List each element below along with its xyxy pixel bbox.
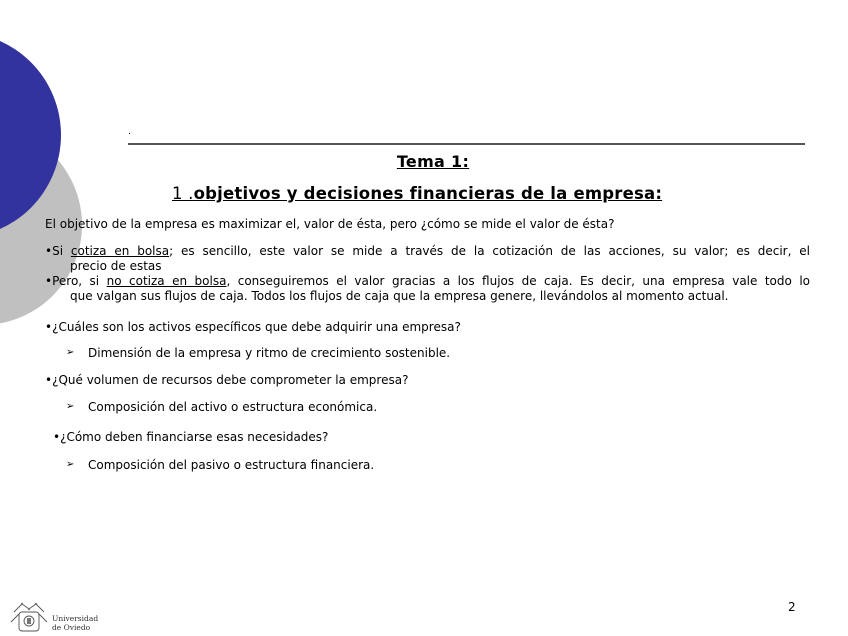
page-number: 2 <box>788 600 796 614</box>
university-name-line-2: de Oviedo <box>52 623 91 632</box>
bullet-no-cotiza-text-1: , conseguiremos el valor gracias a los flujos de caja. Es decir, una empresa vale todo lo <box>226 274 810 288</box>
header-rule <box>128 143 805 145</box>
slide-subtitle <box>172 184 662 203</box>
bullet-no-cotiza <box>45 274 810 304</box>
university-seal-icon <box>8 600 50 634</box>
bullet-no-cotiza-text-2: que valgan sus flujos de caja. Todos los flujos de caja que la empresa genere, llevándolos al momento actual. <box>70 289 729 303</box>
intro-text: El objetivo de la empresa es maximizar el, valor de ésta, pero ¿cómo se mide el valor de ésta? <box>45 217 615 231</box>
arrow-bullet-icon: ➢ <box>66 347 75 358</box>
answer-2: Composición del activo o estructura económica. <box>88 400 378 414</box>
cotiza-en-bolsa-term: cotiza en bolsa <box>70 244 170 258</box>
bullet-cotiza <box>45 244 810 274</box>
slide-title: Tema 1: <box>396 152 470 171</box>
bullet-cotiza-text-1: ; es sencillo, este valor se mide a través de la cotización de las acciones, su valor; es decir, el <box>169 244 810 258</box>
bullet-no-cotiza-prefix: •Pero, si <box>45 274 107 288</box>
question-3: •¿Cómo deben financiarse esas necesidades? <box>53 430 329 444</box>
bullet-cotiza-text-2: precio de estas <box>70 259 162 273</box>
subtitle-number: 1 . <box>172 184 194 203</box>
header-dot: . <box>128 126 132 137</box>
university-name-line-1: Universidad <box>52 614 99 623</box>
question-2: •¿Qué volumen de recursos debe comprometer la empresa? <box>45 373 409 387</box>
answer-3: Composición del pasivo o estructura financiera. <box>88 458 375 472</box>
no-cotiza-en-bolsa-term: no cotiza en bolsa <box>106 274 227 288</box>
question-1: •¿Cuáles son los activos específicos que debe adquirir una empresa? <box>45 320 461 334</box>
arrow-bullet-icon: ➢ <box>66 401 75 412</box>
answer-1: Dimensión de la empresa y ritmo de crecimiento sostenible. <box>88 346 451 360</box>
subtitle-text: objetivos y decisiones financieras de la empresa: <box>193 184 663 203</box>
bullet-cotiza-prefix: •Si <box>45 244 71 258</box>
university-name <box>52 614 98 632</box>
arrow-bullet-icon: ➢ <box>66 459 75 470</box>
